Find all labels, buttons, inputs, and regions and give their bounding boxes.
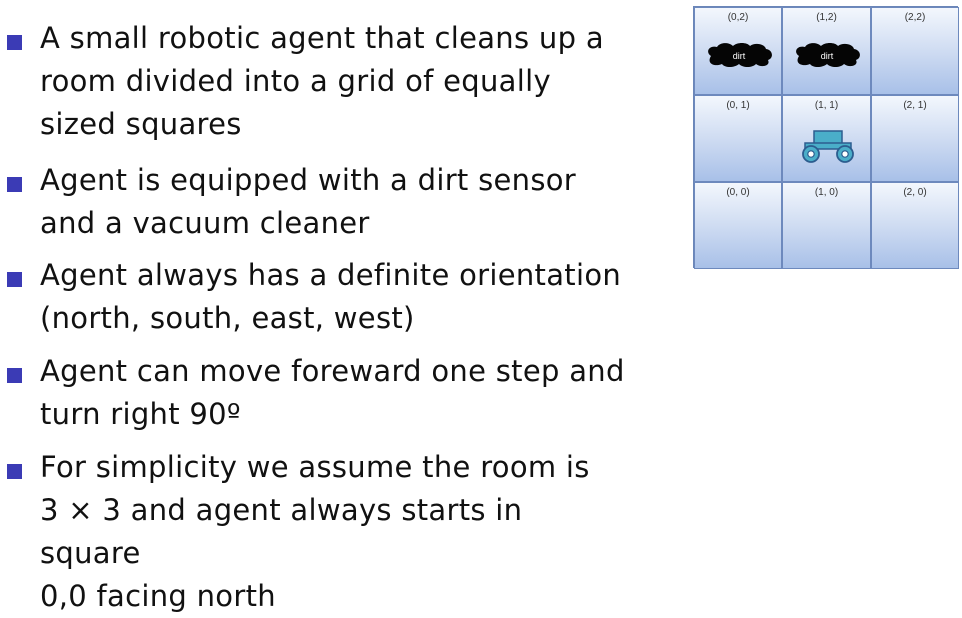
grid-cell-1-1	[782, 95, 871, 182]
bullet-marker-icon	[7, 464, 22, 479]
bullet-text: For simplicity we assume the room is 3 × 3 and agent always starts in square 0,0 facing north	[40, 450, 590, 613]
grid-cell-1-2	[782, 7, 871, 95]
room-grid	[693, 6, 958, 268]
cell-coordinate: (0, 1)	[726, 100, 750, 111]
bullet-marker-icon	[7, 35, 22, 50]
grid-cell-2-0	[871, 182, 959, 269]
cell-coordinate: (2,2)	[904, 12, 926, 23]
robot-agent-icon	[797, 128, 859, 164]
grid-cell-0-1	[694, 95, 782, 182]
cell-coordinate: (1,2)	[816, 12, 837, 23]
cell-coordinate: (0, 0)	[726, 187, 750, 198]
cell-coordinate: (0,2)	[727, 12, 749, 23]
cell-coordinate: (1, 0)	[814, 187, 839, 198]
bullet-text: Agent is equipped with a dirt sensor and a vacuum cleaner	[40, 163, 577, 240]
grid-cell-0-0	[694, 182, 782, 269]
dirt-cloud-icon	[791, 42, 863, 68]
grid-cell-1-0	[782, 182, 871, 269]
bullet-text: Agent always has a definite orientation (north, south, east, west)	[40, 258, 622, 335]
bullet-marker-icon	[7, 368, 22, 383]
grid-cell-2-1	[871, 95, 959, 182]
cell-coordinate: (2, 0)	[903, 187, 927, 198]
dirt-label: dirt	[732, 51, 746, 61]
bullet-marker-icon	[7, 177, 22, 192]
grid-cell-0-2	[694, 7, 782, 95]
grid-cell-2-2	[871, 7, 959, 95]
bullet-text: A small robotic agent that cleans up a room divided into a grid of equally sized squares	[40, 21, 604, 141]
dirt-cloud-icon	[703, 42, 775, 68]
cell-coordinate: (2, 1)	[903, 100, 927, 111]
bullet-marker-icon	[7, 272, 22, 287]
cell-coordinate: (1, 1)	[814, 100, 839, 111]
bullet-text: Agent can move foreward one step and turn right 90º	[40, 354, 625, 431]
dirt-label: dirt	[820, 51, 834, 61]
